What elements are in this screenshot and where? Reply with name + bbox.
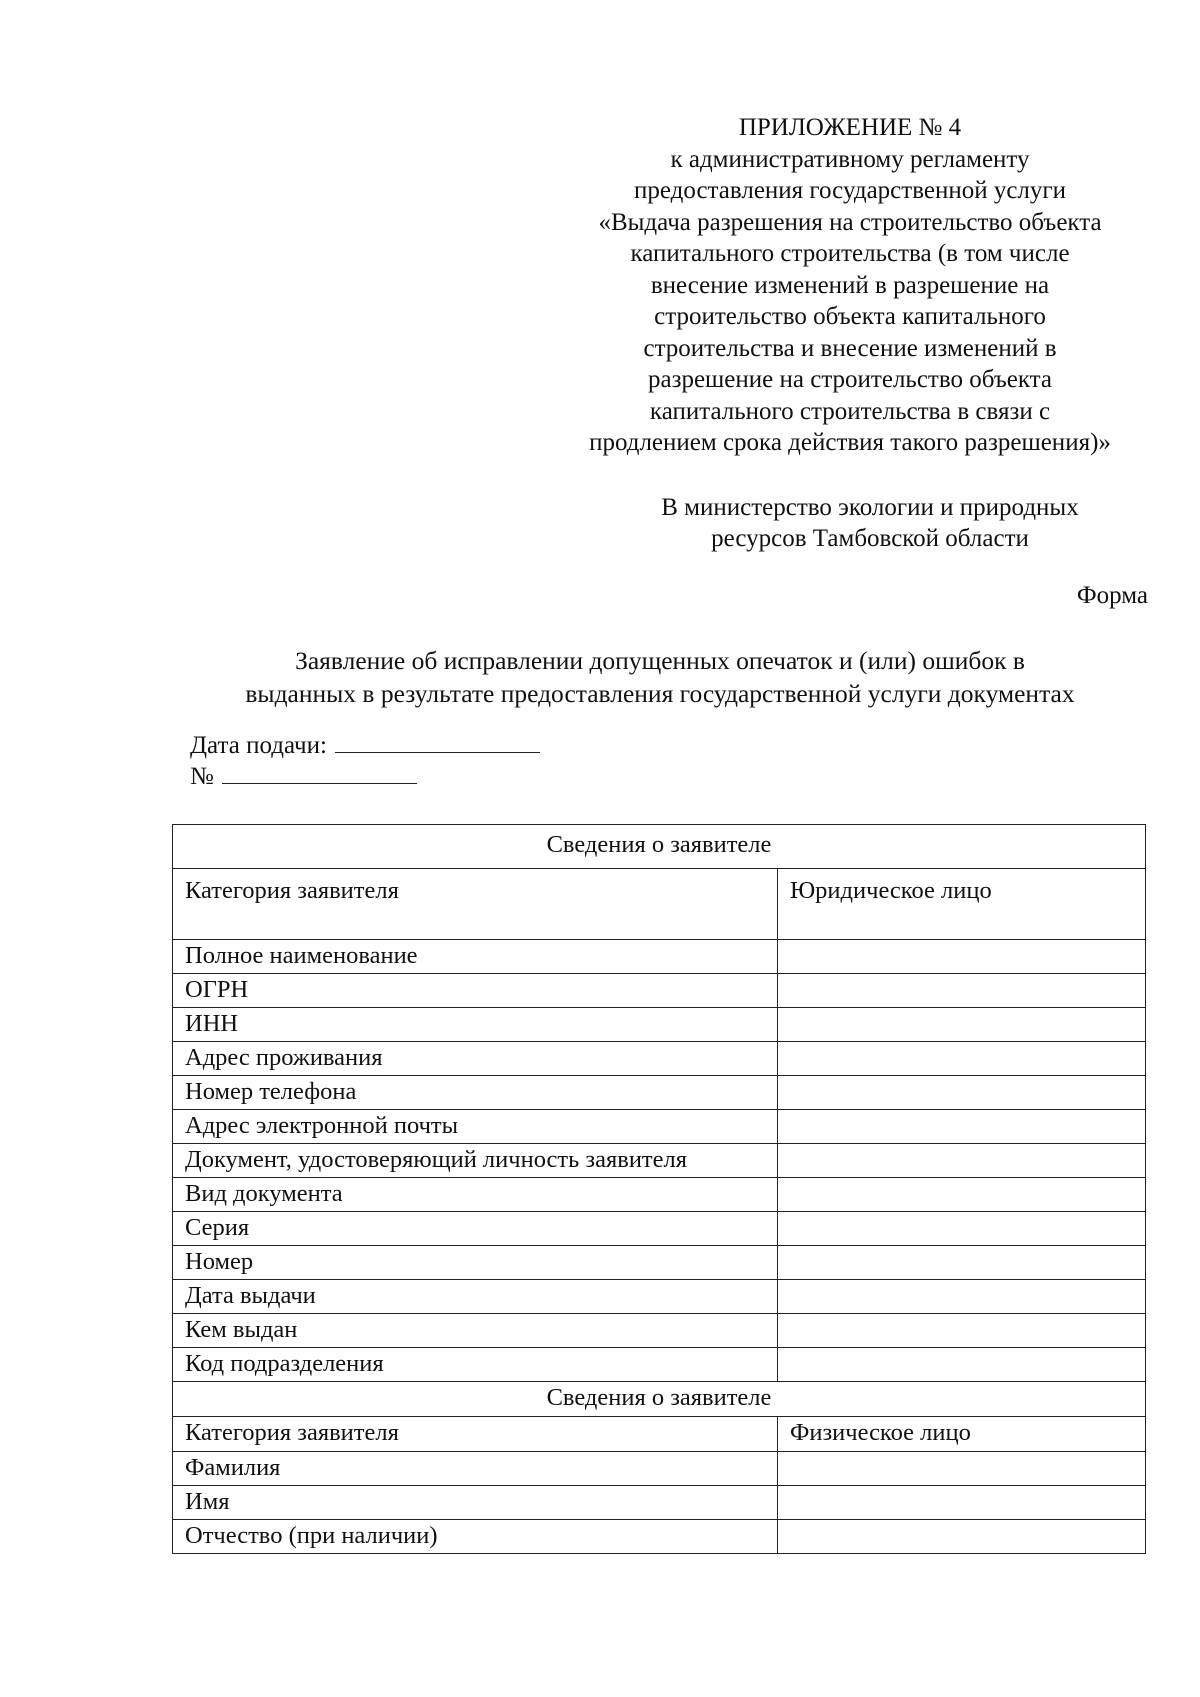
row-value-cell[interactable] xyxy=(778,1280,1146,1314)
document-title xyxy=(190,644,1130,710)
date-label: Дата подачи: xyxy=(190,732,327,759)
table-row xyxy=(173,1280,1146,1314)
table-row xyxy=(173,1076,1146,1110)
row-value-cell[interactable] xyxy=(778,1212,1146,1246)
row-label: Отчество (при наличии) xyxy=(173,1520,778,1554)
row-value-cell[interactable] xyxy=(778,1246,1146,1280)
submission-meta xyxy=(190,730,540,792)
row-value-cell[interactable] xyxy=(778,1486,1146,1520)
appendix-line: строительство объекта капитального xyxy=(654,303,1046,330)
table-row xyxy=(173,940,1146,974)
row-label: Код подразделения xyxy=(173,1348,778,1382)
table-row xyxy=(173,1452,1146,1486)
row-value-cell[interactable] xyxy=(778,974,1146,1008)
table-row xyxy=(173,1212,1146,1246)
section-heading-row xyxy=(173,825,1146,869)
row-label: Фамилия xyxy=(173,1452,778,1486)
table-row xyxy=(173,1520,1146,1554)
table-row xyxy=(173,1008,1146,1042)
date-field-row xyxy=(190,730,540,761)
number-field-row xyxy=(190,761,540,792)
category-row xyxy=(173,869,1146,940)
row-value-cell[interactable] xyxy=(778,1314,1146,1348)
table-row xyxy=(173,1486,1146,1520)
category-value-individual: Физическое лицо xyxy=(778,1417,1146,1452)
recipient-block xyxy=(640,492,1100,554)
row-label: Полное наименование xyxy=(173,940,778,974)
row-value-cell[interactable] xyxy=(778,1452,1146,1486)
row-value-cell[interactable] xyxy=(778,1042,1146,1076)
row-label: Адрес проживания xyxy=(173,1042,778,1076)
row-value-cell[interactable] xyxy=(778,1178,1146,1212)
row-value-cell[interactable] xyxy=(778,1144,1146,1178)
applicant-info-table xyxy=(172,824,1146,1554)
section-heading-row xyxy=(173,1382,1146,1417)
form-label: Форма xyxy=(1076,582,1148,609)
number-label: № xyxy=(190,763,214,790)
individual-section-heading: Сведения о заявителе xyxy=(173,1382,1146,1417)
table-row xyxy=(173,1348,1146,1382)
appendix-line: капитального строительства в связи с xyxy=(649,397,1051,425)
appendix-header xyxy=(540,112,1160,459)
appendix-line: продлением срока действия такого разрешения)» xyxy=(589,429,1111,456)
row-value-cell[interactable] xyxy=(778,1348,1146,1382)
row-value-cell[interactable] xyxy=(778,1110,1146,1144)
title-line: Заявление об исправлении допущенных опечаток и (или) ошибок в xyxy=(295,646,1025,675)
row-label: Номер xyxy=(173,1246,778,1280)
recipient-line: ресурсов Тамбовской области xyxy=(711,525,1029,552)
table-row xyxy=(173,1314,1146,1348)
recipient-line: В министерство экологии и природных xyxy=(661,494,1079,521)
row-value-cell[interactable] xyxy=(778,1008,1146,1042)
row-label: Серия xyxy=(173,1212,778,1246)
row-value-cell[interactable] xyxy=(778,940,1146,974)
appendix-line: капитального строительства (в том числе xyxy=(630,240,1070,267)
row-label: Вид документа xyxy=(173,1178,778,1212)
appendix-line: к административному регламенту xyxy=(670,145,1030,173)
table-row xyxy=(173,1246,1146,1280)
appendix-line: строительства и внесение изменений в xyxy=(643,334,1057,362)
category-label: Категория заявителя xyxy=(173,1417,778,1452)
row-label: Кем выдан xyxy=(173,1314,778,1348)
row-value-cell[interactable] xyxy=(778,1076,1146,1110)
table-row xyxy=(173,1110,1146,1144)
row-label: Документ, удостоверяющий личность заявителя xyxy=(173,1144,778,1178)
appendix-line: внесение изменений в разрешение на xyxy=(650,271,1050,299)
appendix-line: ПРИЛОЖЕНИЕ № 4 xyxy=(738,114,962,141)
row-label: Дата выдачи xyxy=(173,1280,778,1314)
table-row xyxy=(173,1178,1146,1212)
category-value-legal: Юридическое лицо xyxy=(778,869,1146,940)
row-label: Номер телефона xyxy=(173,1076,778,1110)
category-row xyxy=(173,1417,1146,1452)
row-label: Имя xyxy=(173,1486,778,1520)
appendix-line: разрешение на строительство объекта xyxy=(647,366,1053,393)
row-label: ОГРН xyxy=(173,974,778,1008)
number-blank-line[interactable] xyxy=(222,761,417,784)
row-label: ИНН xyxy=(173,1008,778,1042)
date-blank-line[interactable] xyxy=(335,730,540,753)
table-row xyxy=(173,974,1146,1008)
table-row xyxy=(173,1042,1146,1076)
appendix-line: «Выдача разрешения на строительство объекта xyxy=(598,208,1102,236)
table-row xyxy=(173,1144,1146,1178)
category-label: Категория заявителя xyxy=(173,869,778,940)
legal-section-heading: Сведения о заявителе xyxy=(173,825,1146,869)
row-label: Адрес электронной почты xyxy=(173,1110,778,1144)
appendix-line: предоставления государственной услуги xyxy=(633,177,1067,204)
title-line: выданных в результате предоставления государственной услуги документах xyxy=(245,679,1075,708)
row-value-cell[interactable] xyxy=(778,1520,1146,1554)
